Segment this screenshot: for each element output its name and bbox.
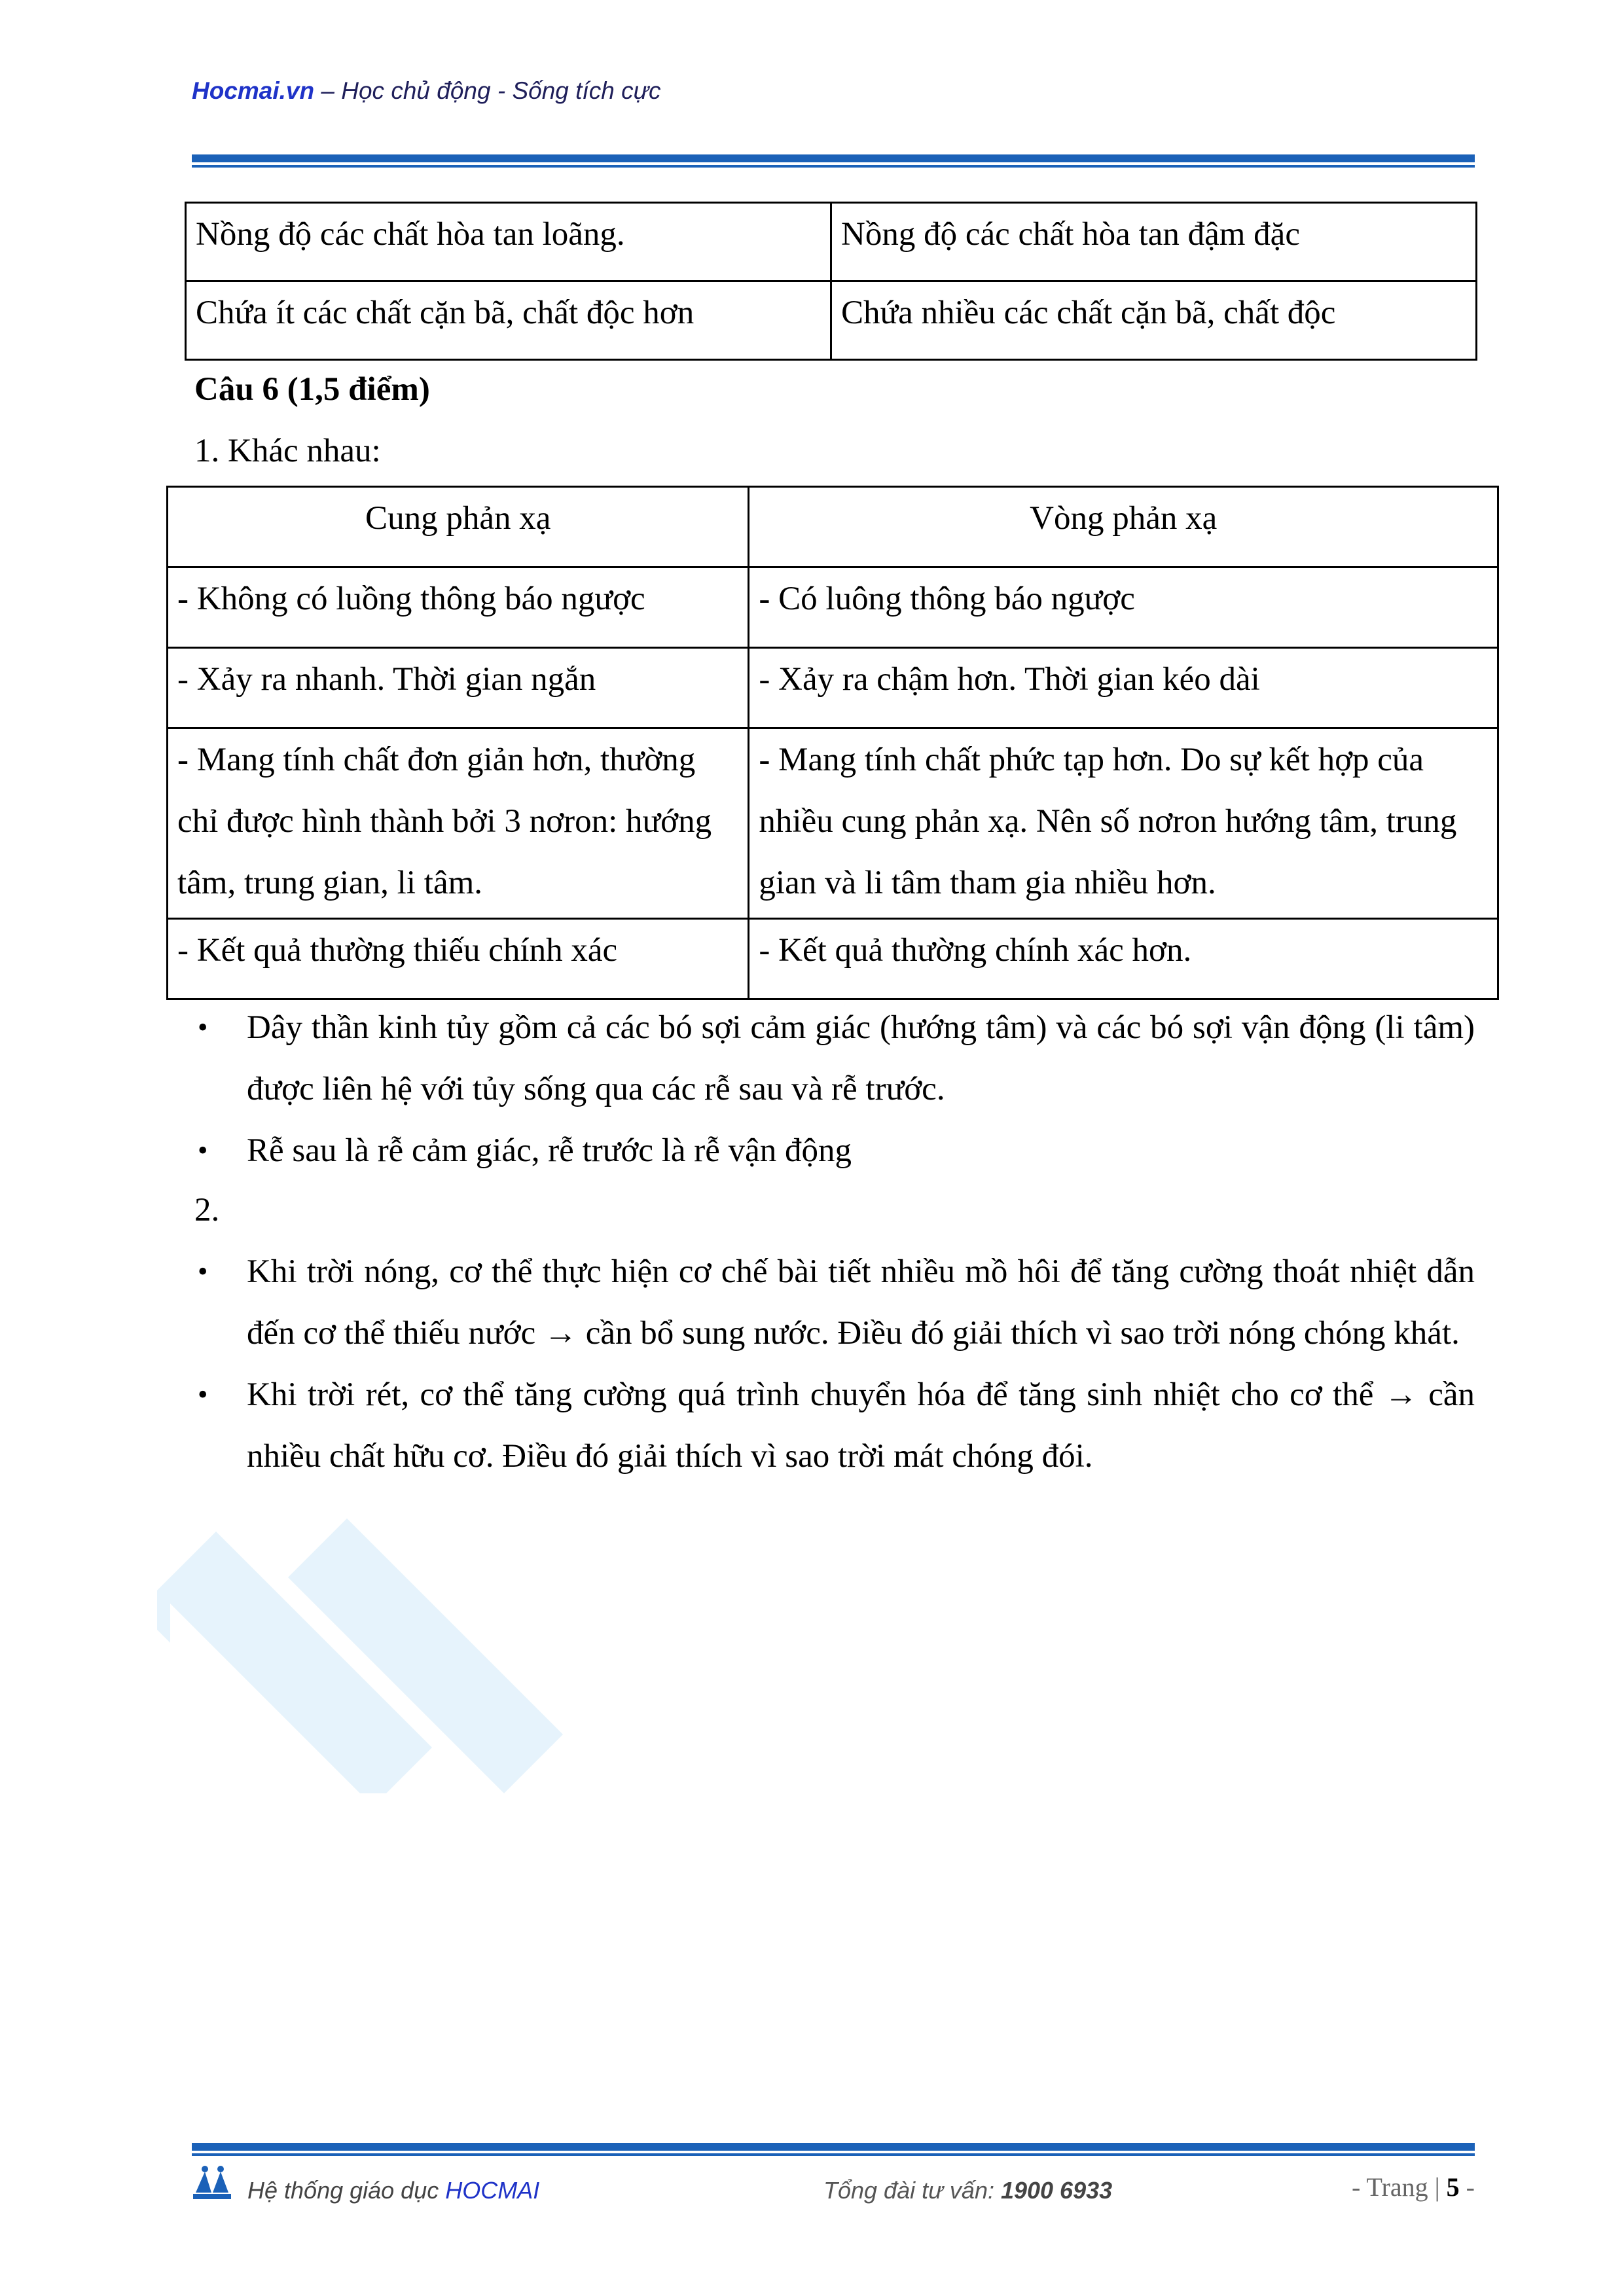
list-item bbox=[190, 1364, 1475, 1487]
hocmai-logo-icon bbox=[192, 2165, 232, 2203]
table-row bbox=[186, 281, 1477, 360]
hocmai-watermark-logo bbox=[157, 1453, 589, 1793]
table-row bbox=[168, 728, 1498, 919]
table-row bbox=[168, 648, 1498, 728]
table-cell: Nồng độ các chất hòa tan loãng. bbox=[186, 203, 831, 281]
table-cell: - Mang tính chất phức tạp hơn. Do sự kết hợp của nhiều cung phản xạ. Nên số nơron hướng tâm, trung gian và li tâm tham gia nhiều hơn. bbox=[749, 728, 1498, 919]
table-row bbox=[186, 203, 1477, 281]
footer-system-brand: HOCMAI bbox=[445, 2177, 540, 2204]
table-cell: - Kết quả thường thiếu chính xác bbox=[168, 919, 749, 999]
bullet-list-1 bbox=[190, 997, 1475, 1181]
page-suffix: - bbox=[1459, 2172, 1475, 2202]
page-footer bbox=[192, 2165, 1475, 2204]
table-cell: Chứa nhiều các chất cặn bã, chất độc bbox=[831, 281, 1477, 360]
footer-system bbox=[247, 2177, 539, 2204]
table-header-row bbox=[168, 487, 1498, 567]
table-cell: - Kết quả thường chính xác hơn. bbox=[749, 919, 1498, 999]
bullet-icon: • bbox=[198, 1134, 208, 1166]
column-header-reflex-loop: Vòng phản xạ bbox=[749, 487, 1498, 567]
list-item bbox=[190, 997, 1475, 1120]
bullet-icon: • bbox=[198, 1255, 208, 1287]
list-item-text: Dây thần kinh tủy gồm cả các bó sợi cảm giác (hướng tâm) và các bó sợi vận động (li tâm) được liên hệ với tủy sống qua các rễ sau và rễ trước. bbox=[247, 1009, 1475, 1107]
table-cell: - Mang tính chất đơn giản hơn, thường chỉ được hình thành bởi 3 nơron: hướng tâm, trung gian, li tâm. bbox=[168, 728, 749, 919]
footer-system-text: Hệ thống giáo dục bbox=[247, 2177, 446, 2204]
list-item bbox=[190, 1120, 1475, 1181]
list-item-text: Rễ sau là rễ cảm giác, rễ trước là rễ vận động bbox=[247, 1132, 852, 1169]
header-slogan: – Học chủ động - Sống tích cực bbox=[314, 77, 661, 104]
bullet-icon: • bbox=[198, 1011, 208, 1043]
page-number-value: 5 bbox=[1446, 2172, 1460, 2202]
table-row bbox=[168, 567, 1498, 648]
table-cell: - Không có luồng thông báo ngược bbox=[168, 567, 749, 648]
page-header bbox=[192, 77, 661, 105]
table-row bbox=[168, 919, 1498, 999]
column-header-reflex-arc: Cung phản xạ bbox=[168, 487, 749, 567]
table-cell: - Có luông thông báo ngược bbox=[749, 567, 1498, 648]
list-item bbox=[190, 1241, 1475, 1364]
table-cell: Nồng độ các chất hòa tan đậm đặc bbox=[831, 203, 1477, 281]
footer-hotline-label: Tổng đài tư vấn: bbox=[823, 2177, 1001, 2204]
list-item-text: Khi trời rét, cơ thể tăng cường quá trình chuyển hóa để tăng sinh nhiệt cho cơ thể → cần nhiều chất hữu cơ. Điều đó giải thích vì sao trời mát chóng đói. bbox=[247, 1376, 1475, 1475]
page-number bbox=[1352, 2172, 1475, 2202]
header-brand: Hocmai.vn bbox=[192, 77, 315, 104]
table-cell: - Xảy ra nhanh. Thời gian ngắn bbox=[168, 648, 749, 728]
part1-heading: 1. Khác nhau: bbox=[194, 433, 381, 469]
header-rule bbox=[192, 154, 1475, 168]
page-prefix: - Trang | bbox=[1351, 2172, 1447, 2202]
question-title: Câu 6 (1,5 điểm) bbox=[194, 371, 430, 408]
list-item-text: Khi trời nóng, cơ thể thực hiện cơ chế bài tiết nhiều mồ hôi để tăng cường thoát nhiệt dẫn đến cơ thể thiếu nước → cần bổ sung nước. Điều đó giải thích vì sao trời nóng chóng khát. bbox=[247, 1253, 1475, 1352]
table-cell: - Xảy ra chậm hơn. Thời gian kéo dài bbox=[749, 648, 1498, 728]
part2-heading: 2. bbox=[194, 1192, 220, 1229]
bullet-icon: • bbox=[198, 1378, 208, 1410]
footer-hotline-number: 1900 6933 bbox=[1000, 2177, 1113, 2204]
footer-hotline bbox=[823, 2177, 1112, 2204]
comparison-table-1 bbox=[185, 202, 1477, 361]
footer-rule bbox=[192, 2143, 1475, 2156]
comparison-table-2 bbox=[166, 486, 1499, 1000]
bullet-list-2 bbox=[190, 1241, 1475, 1487]
table-cell: Chứa ít các chất cặn bã, chất độc hơn bbox=[186, 281, 831, 360]
